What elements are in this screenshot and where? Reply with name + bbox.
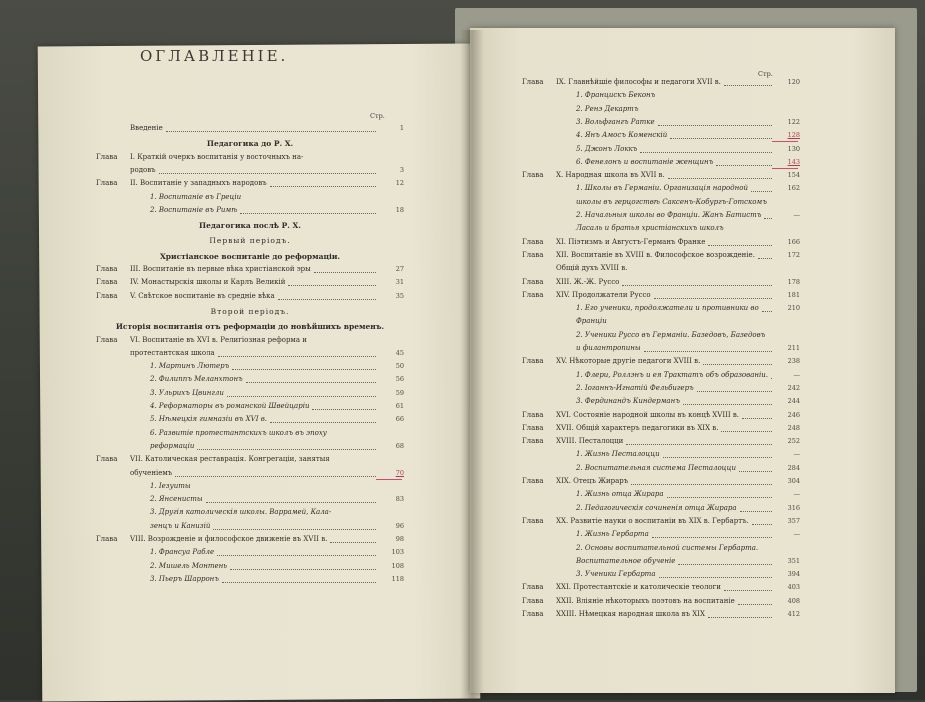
page-number: 242 [787,383,800,392]
left-section-heading: Второй періодъ. [210,306,290,316]
page-number: 3 [399,165,404,174]
entry-title: 2. Ученики Руссо въ Германіи. Базедовъ, Базедовъ [576,330,766,339]
right-toc-entry [522,424,718,432]
right-toc-entry [522,331,765,339]
dot-leader [217,555,376,556]
dot-leader [659,577,773,578]
right-page-column-header: Стр. [758,70,773,78]
page-number: 284 [787,463,800,472]
page-number: 96 [395,521,404,530]
entry-title: 2. Филиппъ Меланхтонъ [150,375,243,384]
right-toc-entry [522,490,664,498]
dot-leader [314,272,376,273]
left-section-heading: Педагогика до Р. Х. [206,139,294,149]
page-number: 412 [787,610,800,618]
chapter-label: Глава [522,423,544,432]
left-toc-entry [96,455,330,463]
entry-title: XIV. Продолжатели Руссо [556,290,651,299]
left-toc-entry [96,278,285,286]
right-toc-entry [522,357,700,365]
dot-leader [631,484,772,485]
page-number: 351 [787,556,800,565]
entry-title: VI. Воспитаніе въ XVI в. Религіозная реформа и [130,335,307,344]
entry-title: зенцъ и Канизій [150,521,211,530]
right-toc-entry [522,264,627,272]
right-toc-entry [522,291,651,299]
right-toc-entry [522,504,737,512]
page-number: — [793,450,800,459]
left-section-heading: Педагогика послѣ Р. Х. [199,221,301,231]
right-toc-entry [522,570,656,578]
page-number: 118 [391,574,404,583]
entry-title: 3. Вольфгангъ Ратке [576,117,655,126]
right-toc-entry [522,437,623,445]
dot-leader [697,391,772,392]
left-toc-entry [96,389,224,397]
page-number: 244 [787,397,800,406]
right-toc-entry [522,118,655,126]
entry-title: 2. Мишель Монтень [150,561,228,570]
entry-title: 3. Пьеръ Шарронъ [150,574,219,583]
page-number: 316 [787,503,800,512]
page-number: 18 [395,205,404,214]
dot-leader [166,131,376,132]
dot-leader [683,404,772,405]
chapter-label: Глава [522,357,544,366]
page-number: 61 [395,402,404,410]
page-number: — [793,370,800,379]
entry-title: Воспитательное обученіе [576,556,676,565]
page-number: 248 [787,423,800,432]
entry-title: Общій духъ XVIII в. [556,264,628,273]
dot-leader [668,178,772,179]
entry-title: XII. Воспитаніе въ XVIII в. Философское возрожденіе. [556,250,755,259]
dot-leader [670,138,772,139]
entry-title: 6. Фенелонъ и воспитаніе женщинъ [576,157,714,166]
chapter-label: Глава [96,179,118,188]
left-toc-entry [96,265,311,273]
dot-leader [708,617,772,618]
chapter-label: Глава [96,278,118,287]
entry-title: 1. Воспитаніе въ Греціи [150,192,242,201]
dot-leader [738,604,772,605]
chapter-label: Глава [522,437,544,446]
right-toc-entry [522,583,721,591]
right-toc-entry [522,131,667,139]
entry-title: 6. Развитіе протестантскихъ школъ въ эпоху [150,428,327,437]
entry-title: IX. Главнѣйшіе философы и педагоги XVII в. [556,78,721,86]
dot-leader [330,542,376,543]
entry-title: 1. Жизнь Песталоцци [576,450,660,459]
entry-title: XIII. Ж.-Ж. Руссо [556,277,620,286]
dot-leader [288,285,376,286]
entry-title: 2. Янсенисты [150,495,203,504]
right-toc-entry [522,597,735,605]
entry-title: родовъ [130,165,156,174]
dot-leader [663,457,772,458]
right-toc-entry [522,251,755,259]
right-toc-entry [522,397,680,405]
dot-leader [708,245,772,246]
page-number: 181 [787,290,800,299]
chapter-label: Глава [522,78,544,86]
left-toc-entry [96,402,309,410]
left-toc-entry [96,193,241,201]
page-number: 103 [391,548,404,557]
page-number: 172 [787,250,800,259]
dot-leader [758,258,772,259]
right-toc-entry [522,171,665,179]
dot-leader [218,356,376,357]
dot-leader [742,418,772,419]
entry-title: VII. Католическая реставрація. Конгрегаціи, занятыя [130,455,330,464]
page-number: 238 [787,357,800,366]
entry-title: и филантропины [576,344,641,352]
ink-underline [772,168,798,169]
left-toc-entry [96,362,229,370]
entry-title: 1. Францискъ Беконъ [576,91,656,100]
right-toc-entry [522,450,660,458]
chapter-label: Глава [522,410,544,419]
right-toc-entry [522,411,739,419]
right-toc-entry [522,371,768,379]
page-number: 128 [787,131,800,140]
right-toc-entry [522,464,736,472]
left-toc-entry [96,375,243,383]
left-page-column-header: Стр. [370,112,385,120]
left-toc-entry [96,153,303,161]
chapter-label: Глава [96,535,118,543]
dot-leader [724,85,772,86]
left-toc-entry [96,562,227,570]
entry-title: школы въ герцогствѣ Саксенъ-Кобургъ-Готскомъ [576,197,767,206]
page-number: 70 [395,468,404,477]
ink-underline [376,479,402,480]
right-toc-entry [522,211,761,219]
entry-title: XXIII. Нѣмецкая народная школа въ XIX [556,610,705,618]
page-number: 403 [787,583,800,592]
page-number: 210 [787,304,800,313]
page-number: 1 [399,124,404,132]
dot-leader [721,431,772,432]
entry-title: XXI. Протестантскіе и католическіе теологи [556,583,721,592]
page-number: — [793,490,800,499]
entry-title: V. Свѣтское воспитаніе въ средніе вѣка [130,291,275,300]
dot-leader [270,186,376,187]
entry-title: 4. Реформаторы въ романской Швейцаріи [150,402,310,410]
page-number: 211 [787,344,800,352]
page-number: 108 [391,561,404,570]
entry-title: Лаcаль и братья христіанскихъ школъ [576,224,724,233]
entry-title: II. Воспитаніе у западныхъ народовъ [130,179,267,188]
chapter-label: Глава [522,171,544,180]
page-number: 45 [395,348,404,357]
left-section-heading: Христіанское воспитаніе до реформаціи. [159,251,341,261]
entry-title: 1. Школы въ Германіи. Организація народной [576,184,748,193]
right-toc-entry [522,384,694,392]
right-toc-entry [522,184,748,192]
left-toc-entry [96,124,163,132]
right-toc-entry [522,344,641,352]
page-number: 252 [787,437,800,446]
chapter-label: Глава [96,455,118,464]
left-toc-entry [96,179,267,187]
page-number: 130 [787,144,800,153]
right-toc-entry [522,530,649,538]
chapter-label: Глава [522,477,544,485]
dot-leader [227,396,376,397]
dot-leader [740,511,772,512]
dot-leader [658,125,772,126]
page-number: 357 [787,516,800,525]
dot-leader [703,364,772,365]
right-toc-entry [522,610,705,618]
entry-title: 3. Ученики Гербарта [576,570,656,579]
entry-title: 5. Нѣмецкія гимназіи въ XVI в. [150,415,268,424]
entry-title: IV. Монастырскія школы и Карлъ Великій [130,278,286,287]
dot-leader [752,524,772,525]
entry-title: 1. Іезуиты [150,481,191,490]
entry-title: XVIII. Песталоцци [556,437,624,446]
left-toc-entry [96,292,275,300]
entry-title: 3. Другія католическія школы. Варрамей, Кала- [150,508,332,517]
left-toc-entry [96,349,215,357]
chapter-label: Глава [96,291,118,300]
dot-leader [246,382,376,383]
entry-title: XVI. Состояніе народной школы въ концѣ XVIII в. [556,410,740,419]
right-toc-entry [522,158,713,166]
entry-title: 1. Жизнь отца Жирара [576,490,664,499]
right-toc-entry [522,145,637,153]
dot-leader [270,422,376,423]
entry-title: реформаціи [150,441,195,450]
chapter-label: Глава [522,610,544,618]
page-number: 122 [787,117,800,126]
dot-leader [678,564,772,565]
chapter-label: Глава [96,335,118,344]
left-toc-entry [96,442,194,450]
dot-leader [206,502,376,503]
dot-leader [652,537,772,538]
page-number: 12 [395,179,404,188]
dot-leader [724,590,772,591]
page-number: 31 [395,278,404,287]
page-number: 27 [395,265,404,273]
page-number: 35 [395,291,404,300]
entry-title: Франціи [576,317,607,326]
page-number: 50 [395,362,404,371]
right-toc-entry [522,198,767,206]
page-number: 154 [787,171,800,180]
entry-title: 3. Фердинандъ Киндерманъ [576,397,680,406]
entry-title: X. Народная школа въ XVII в. [556,171,665,180]
dot-leader [644,351,772,352]
page-number: 143 [787,157,800,166]
left-toc-entry [96,548,214,556]
dot-leader [230,569,376,570]
right-toc-entry [522,224,724,232]
entry-title: XIX. Отецъ Жираръ [556,477,629,485]
page-number: — [793,530,800,539]
dot-leader [312,409,376,410]
dot-leader [622,285,772,286]
right-toc-entry [522,477,628,485]
entry-title: 1. Его ученики, продолжатели и противники во [576,304,759,313]
dot-leader [222,582,376,583]
entry-title: 4. Янъ Амосъ Коменскій [576,131,668,140]
dot-leader [159,173,376,174]
entry-title: III. Воспитаніе въ первые вѣка христіанской эры [130,265,311,273]
entry-title: 1. Франсуа Рабле [150,548,215,557]
right-toc-entry [522,517,749,525]
page-number: 178 [787,277,800,286]
dot-leader [739,471,772,472]
entry-title: 2. Ренэ Декартъ [576,104,639,113]
dot-leader [771,378,772,379]
book-gutter [460,30,484,700]
entry-title: 2. Воспитательная система Песталоцци [576,463,736,472]
right-toc-entry [522,78,721,86]
chapter-label: Глава [96,265,118,273]
chapter-label: Глава [522,596,544,605]
dot-leader [640,152,772,153]
entry-title: VIII. Возрожденіе и философское движеніе въ XVII в. [130,535,328,543]
entry-title: XV. Нѣкоторые другіе педагоги XVIII в. [556,357,701,366]
page-number: 408 [787,596,800,605]
left-toc-entry [96,469,172,477]
entry-title: 1. Жизнь Гербарта [576,530,649,539]
dot-leader [764,218,772,219]
dot-leader [213,529,376,530]
entry-title: Введеніе [130,124,163,132]
right-toc-entry [522,238,705,246]
dot-leader [716,165,772,166]
dot-leader [232,369,376,370]
chapter-label: Глава [522,583,544,592]
left-toc-entry [96,495,203,503]
right-toc-entry [522,317,607,325]
dot-leader [240,213,376,214]
entry-title: 2. Воспитаніе въ Римѣ [150,205,238,214]
left-toc-entry [96,336,307,344]
left-toc-entry [96,508,331,516]
entry-title: XX. Развитіе науки о воспитаніи въ XIX в. Гербартъ. [556,516,749,525]
entry-title: 3. Ульрихъ Цвингли [150,388,224,397]
entry-title: I. Краткій очеркъ воспитанія у восточныхъ на- [130,152,304,161]
chapter-label: Глава [522,250,544,259]
right-toc-entry [522,91,655,99]
entry-title: XI. Піэтизмъ и Августъ-Германъ Франке [556,237,706,246]
entry-title: 1. Мартинъ Лютеръ [150,362,230,371]
right-toc-entry [522,557,675,565]
entry-title: протестантская школа [130,348,215,357]
dot-leader [751,191,772,192]
page-number: 120 [787,78,800,86]
chapter-label: Глава [522,237,544,246]
page-number: 98 [395,535,404,543]
entry-title: 2. Начальныя школы во Франціи. Жанъ Батистъ [576,211,762,219]
entry-title: XVII. Общій характеръ педагогики въ XIX в. [556,423,719,432]
dot-leader [667,497,772,498]
left-toc-entry [96,522,210,530]
entry-title: 2. Іоганнъ-Игнатій Фельбигеръ [576,383,694,392]
page-number: 394 [787,570,800,579]
page-number: 66 [395,415,404,424]
page-number: 304 [787,477,800,485]
dot-leader [762,311,772,312]
page-number: 83 [395,495,404,504]
chapter-label: Глава [522,516,544,525]
page-number: 56 [395,375,404,384]
page-number: — [793,211,800,219]
ink-underline [772,141,798,142]
left-section-heading: Исторія воспитанія отъ реформаціи до новѣйшихъ временъ. [115,322,385,332]
dot-leader [626,444,772,445]
page-number: 246 [787,410,800,419]
page-number: 68 [395,441,404,450]
dot-leader [197,449,376,450]
entry-title: 2. Основы воспитательной системы Гербарта. [576,543,759,552]
right-toc-entry [522,278,619,286]
right-toc-entry [522,544,758,552]
entry-title: 5. Джонъ Локкъ [576,144,638,153]
entry-title: обученіемъ [130,468,173,477]
left-toc-entry [96,415,267,423]
chapter-label: Глава [96,152,118,161]
right-toc-entry [522,304,759,312]
chapter-label: Глава [522,290,544,299]
page-number: 166 [787,237,800,246]
entry-title: XXII. Вліяніе нѣкоторыхъ поэтовъ на воспитаніе [556,596,735,605]
left-toc-entry [96,575,219,583]
page-number: 162 [787,184,800,193]
left-toc-entry [96,482,191,490]
page-number: 59 [395,388,404,397]
dot-leader [654,298,772,299]
chapter-label: Глава [522,277,544,286]
left-toc-entry [96,535,327,543]
left-section-heading: Первый періодъ. [209,236,291,246]
right-toc-entry [522,105,638,113]
dot-leader [278,299,376,300]
entry-title: 1. Флери, Роллэнъ и ея Трактатъ объ образованіи. [576,370,768,379]
dot-leader [175,476,376,477]
left-toc-entry [96,206,237,214]
page-title: ОГЛАВЛЕНІЕ. [140,47,289,65]
left-toc-entry [96,166,156,174]
entry-title: 2. Педагогическія сочиненія отца Жирара [576,503,737,512]
left-toc-entry [96,429,327,437]
